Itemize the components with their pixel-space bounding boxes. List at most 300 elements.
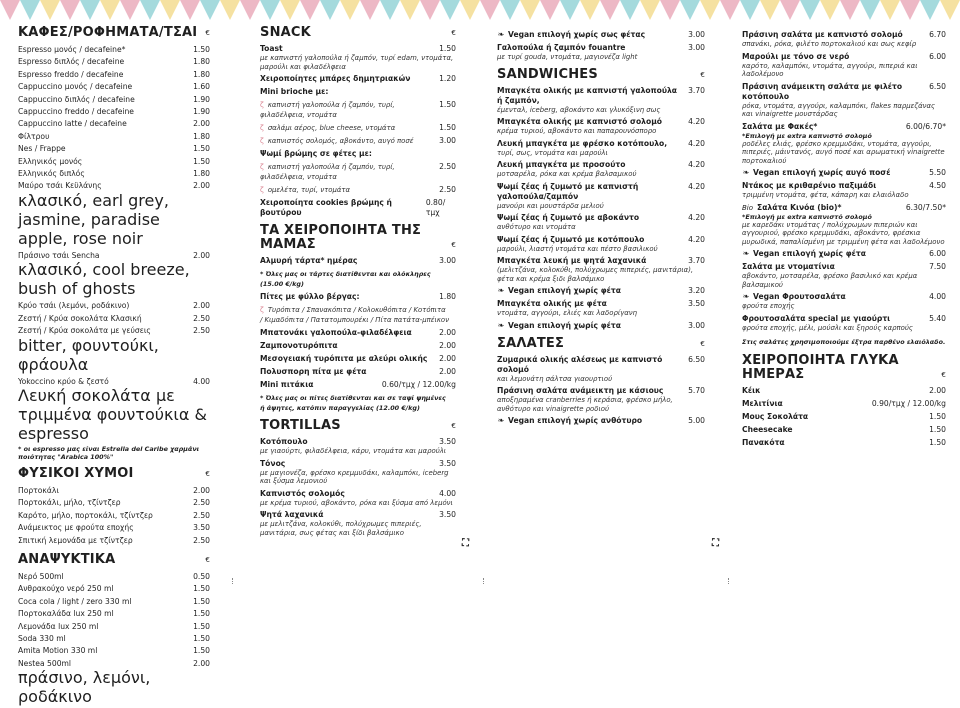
menu-item-price: 4.20: [688, 213, 705, 222]
menu-item-row: [497, 386, 705, 396]
border-triangle: [580, 0, 600, 20]
border-triangle: [540, 0, 560, 20]
menu-item-left: [260, 269, 450, 289]
menu-item-name: Πράσινο τσάι Sencha: [18, 250, 100, 260]
bullet-icon: ζ: [260, 124, 264, 132]
menu-item-description: Τυρόπιτα / Σπανακόπιτα / Κολοκυθόπιτα / Κοτόπιτα / Κιμαδόπιτα / Πατατομπουρέκι / Πίτα πατάτα-μπέικον: [260, 306, 449, 324]
menu-item-description: και λεμονάτη σάλτσα γιαουρτιού: [497, 374, 613, 383]
leaf-icon: ❧: [742, 292, 750, 301]
menu-item-row: [742, 168, 946, 178]
menu-item: [18, 156, 210, 168]
menu-item-name: Πράσινη σαλάτα ανάμεικτη με κάσιους: [497, 386, 664, 395]
menu-item-left: [497, 321, 621, 331]
leaf-icon: ❧: [497, 30, 505, 39]
menu-item-price: 1.50: [193, 584, 210, 594]
menu-item-row: [742, 386, 946, 396]
menu-item-row: [18, 131, 210, 143]
menu-item: [260, 185, 456, 195]
menu-item-description: ομελέτα, τυρί, ντομάτα: [267, 186, 351, 194]
menu-item-row: [497, 355, 705, 375]
border-triangle: [120, 0, 140, 20]
border-triangle: [420, 0, 440, 20]
menu-item-price: 3.50: [439, 458, 456, 468]
menu-item-description: κλασικό, earl grey, jasmine, paradise apple, rose noir: [18, 190, 169, 248]
menu-item-row: [18, 485, 210, 497]
border-triangle: [0, 0, 20, 20]
olive-oil-note: Στις σαλάτες χρησιμοποιούμε έξτρα παρθένο ελαιόλαδο.: [742, 338, 946, 346]
menu-item-name: Ψωμί ζέας ή ζυμωτό με κοτόπουλο: [497, 234, 645, 244]
bio-label: Bio: [742, 203, 754, 212]
menu-item: [260, 136, 456, 146]
menu-item-left: [497, 182, 682, 202]
menu-item-name: Vegan επιλογή χωρίς αυγό ποσέ: [753, 168, 891, 177]
menu-item-price: 6.50: [688, 354, 705, 364]
border-triangle: [860, 0, 880, 20]
euro-sign: €: [941, 371, 946, 379]
menu-item-price: 6.30/7.50*: [905, 202, 946, 212]
menu-item-left: [260, 437, 308, 447]
menu-item-row: [742, 122, 946, 132]
menu-item: [18, 180, 210, 247]
menu-item-price: 2.50: [193, 510, 210, 520]
menu-item-row: [497, 256, 705, 266]
menu-item-name: Cappuccino μονός / decafeine: [18, 82, 133, 92]
menu-item-row: [260, 87, 456, 97]
menu-item-row: [742, 412, 946, 422]
menu-item-name: Μπαγκέτα ολικής με καπνιστή γαλοπούλα ή ζαμπόν,: [497, 85, 678, 105]
border-triangle: [640, 0, 660, 20]
menu-item-row: [497, 139, 705, 149]
menu-item-price: [450, 149, 456, 159]
menu-item-left: [497, 30, 645, 40]
menu-item-price: [450, 87, 456, 97]
menu-item-name: Ελληνικός μονός: [18, 156, 83, 166]
menu-note: *Επιλογή με extra καπνιστό σολομό: [742, 131, 872, 140]
menu-item-price: 4.20: [688, 160, 705, 169]
menu-item: [497, 299, 705, 318]
border-triangle: [260, 0, 280, 20]
menu-item-name: Cappuccino latte / decafeine: [18, 119, 127, 129]
menu-item-price: 4.20: [688, 181, 705, 191]
border-triangle: [100, 0, 120, 20]
menu-item-left: [497, 43, 625, 53]
border-triangle: [920, 0, 940, 20]
menu-item-name: Cheesecake: [742, 425, 793, 434]
menu-item-price: 1.80: [193, 131, 210, 141]
menu-item-name: Mini πιτάκια: [260, 380, 314, 389]
menu-item-name: Coca cola / light / zero 330 ml: [18, 596, 132, 606]
menu-item-left: [742, 30, 903, 40]
menu-item-price: 1.50: [929, 438, 946, 447]
menu-item-price: 0.60/τμχ / 12.00/kg: [381, 380, 456, 389]
menu-item: [497, 416, 705, 426]
menu-item-row: [497, 43, 705, 53]
decorative-triangle-border: [0, 0, 960, 22]
menu-item-row: [18, 56, 210, 68]
menu-item: [260, 459, 456, 486]
menu-item: [260, 269, 456, 289]
menu-item-price: 2.00: [439, 354, 456, 363]
menu-item-row: [260, 269, 456, 289]
menu-item: [18, 106, 210, 118]
menu-item: [18, 583, 210, 595]
menu-item-row: [18, 313, 210, 325]
menu-item-row: [260, 380, 456, 390]
menu-item-row: [18, 69, 210, 81]
menu-item-left: [260, 367, 367, 377]
border-triangle: [760, 0, 780, 20]
border-triangle: [200, 0, 220, 20]
menu-item-name: Espresso μονός / decafeine*: [18, 45, 126, 54]
menu-item-name: Πράσινη ανάμεικτη σαλάτα με φιλέτο κοτόπουλο: [742, 81, 903, 101]
menu-item-row: [18, 583, 210, 595]
menu-item-name: Mini brioche με:: [260, 87, 329, 96]
menu-item: [742, 292, 946, 311]
menu-item-price: 3.50: [193, 523, 210, 533]
section-title: ΤΑ ΧΕΙΡΟΠΟΙΗΤΑ ΤΗΣ ΜΑΜΑΣ: [260, 223, 422, 252]
bullet-icon: ζ: [260, 306, 264, 314]
menu-item-price: 0.50: [193, 571, 210, 581]
menu-item-description: κλασικό, cool breeze, bush of ghosts: [18, 260, 190, 299]
border-triangle: [840, 0, 860, 20]
menu-item-price: 4.50: [929, 181, 946, 190]
menu-item-price: 1.80: [193, 57, 210, 67]
menu-item: [18, 510, 210, 522]
menu-item: [260, 328, 456, 338]
section-heading: [742, 354, 946, 382]
menu-item: [742, 203, 946, 247]
expand-icon[interactable]: ⛶: [462, 538, 469, 549]
expand-icon[interactable]: ⛶: [712, 538, 719, 549]
section-title: ΚΑΦΕΣ/ΡΟΦΗΜΑΤΑ/ΤΣΑΙ: [18, 25, 198, 40]
menu-item: [742, 168, 946, 178]
menu-item-description: (μελιτζάνα, κολοκύθι, πολύχρωμες πιπεριές, μανιτάρια), φέτα και κρέμα ξιδι βαλσάμικο: [497, 266, 694, 283]
menu-item-name: Μαύρο τσάι Κεϋλάνης: [18, 181, 102, 191]
menu-item-name: Πανακότα: [742, 438, 785, 447]
menu-item-price: 1.80: [193, 169, 210, 179]
menu-item-left: [260, 380, 313, 390]
menu-item-price: 2.50: [439, 162, 456, 171]
menu-item: [497, 386, 705, 413]
menu-item: [260, 380, 456, 390]
leaf-icon: ❧: [742, 168, 750, 177]
menu-item-description: bitter, φουντούκι, φράουλα: [18, 335, 159, 374]
menu-item-row: [497, 160, 705, 170]
menu-item: [742, 386, 946, 396]
border-triangle: [680, 0, 700, 20]
menu-item-row: [18, 168, 210, 180]
menu-item-left: [260, 162, 433, 182]
menu-item-left: [742, 399, 783, 409]
menu-item-name: Ανθρακούχο νερό 250 ml: [18, 584, 114, 594]
menu-item-name: Soda 330 ml: [18, 633, 66, 643]
menu-item-left: [497, 160, 625, 170]
menu-item-left: [742, 181, 876, 191]
menu-item-name: Ζεστή / Κρύα σοκολάτα Κλασική: [18, 313, 142, 323]
menu-item-left: [260, 510, 323, 520]
menu-item-name: Λευκή μπαγκέτα με προσούτο: [497, 160, 626, 169]
menu-item: [497, 160, 705, 179]
menu-item-row: [18, 143, 210, 155]
menu-item-row: [18, 44, 210, 56]
menu-item-name: Ψωμί ζέας ή ζυμωτό με αβοκάντο: [497, 213, 640, 222]
menu-item-left: [742, 292, 846, 302]
leaf-icon: ❧: [497, 320, 505, 330]
menu-item: [18, 325, 210, 373]
menu-item-left: [742, 386, 760, 396]
menu-item-description: έμενταλ, iceberg, αβοκάντο και γλυκόξινη σως: [497, 105, 661, 114]
menu-item-left: [497, 256, 646, 266]
menu-item: [260, 74, 456, 84]
menu-item-price: 1.80: [439, 292, 456, 301]
border-triangle: [220, 0, 240, 20]
menu-item-name: Μπαγκέτα ολικής με φέτα: [497, 299, 607, 308]
menu-item-row: [18, 633, 210, 645]
border-triangle: [60, 0, 80, 20]
menu-item: [260, 354, 456, 364]
bullet-icon: ζ: [260, 101, 264, 109]
menu-item-description: με μελιτζάνα, κολοκύθι, πολύχρωμες πιπεριές, μανιτάρια, σως φέτας και ξίδι βαλσάμικο: [260, 520, 422, 537]
menu-item-row: [497, 286, 705, 296]
menu-item-row: [18, 510, 210, 522]
menu-item-name: Ψητά λαχανικά: [260, 510, 324, 519]
menu-item: [18, 131, 210, 143]
menu-item-row: [260, 489, 456, 499]
menu-item-left: [497, 213, 639, 223]
menu-item-row: [18, 621, 210, 633]
border-triangle: [360, 0, 380, 20]
menu-item: [18, 118, 210, 130]
menu-item-row: [497, 30, 705, 40]
page-divider: [728, 578, 729, 584]
section-note: * οι espresso μας είναι Estrella del Caribe χαρμάνι ποιότητας "Arabica 100%": [18, 444, 200, 461]
bullet-icon: ζ: [260, 186, 264, 194]
menu-item-name: Νερό 500ml: [18, 571, 64, 581]
menu-item-name: Μπαγκέτα ολικής με καπνιστό σολομό: [497, 117, 662, 126]
menu-item-price: 1.60: [193, 82, 210, 92]
menu-item-row: [18, 608, 210, 620]
menu-item: [497, 355, 705, 384]
menu-item: [742, 122, 946, 166]
section-title: ΧΕΙΡΟΠΟΙΗΤΑ ΓΛΥΚΑ ΗΜΕΡΑΣ: [742, 353, 899, 382]
menu-item: [742, 412, 946, 422]
menu-item-row: [18, 522, 210, 534]
menu-item-name: Vegan επιλογή χωρίς φέτα: [508, 320, 621, 330]
menu-item-price: 6.00: [929, 249, 946, 258]
menu-item-row: [260, 510, 456, 520]
menu-item-name: Πορτοκάλι: [18, 485, 59, 495]
menu-item-price: 3.70: [688, 85, 705, 95]
menu-item-row: [742, 425, 946, 435]
menu-item: [260, 437, 456, 456]
menu-item-name: Vegan επιλογή χωρίς ανθότυρο: [508, 416, 643, 425]
menu-item-name: Μπαγκέτα λευκή με ψητά λαχανικά: [497, 256, 647, 265]
menu-item-description: φρούτα εποχής: [742, 302, 795, 310]
menu-item-price: 2.50: [439, 185, 456, 194]
menu-item-description: μοτσαρέλα, ρόκα και κρέμα βαλσαμικού: [497, 170, 637, 178]
menu-item-description: με κρέμα τυριού, αβοκάντο, ρόκα και ξύσμα από λεμόνι: [260, 498, 453, 507]
menu-item: [497, 43, 705, 62]
border-triangle: [700, 0, 720, 20]
menu-item-description: τριμμένη ντομάτα, φέτα, κάπαρη και ελαιόλαδο: [742, 191, 909, 199]
menu-item-name: Σαλάτα με Φακές*: [742, 121, 818, 131]
menu-item-row: [742, 181, 946, 191]
menu-item-name: Μεσογειακή τυρόπιτα με αλεύρι ολικής: [260, 354, 428, 363]
menu-item-row: [260, 459, 456, 469]
menu-item-name: Κέικ: [742, 386, 761, 395]
menu-item: [742, 262, 946, 289]
menu-item-left: [260, 44, 283, 54]
menu-item-name: Χειροποίητες μπάρες δημητριακών: [260, 74, 411, 83]
menu-item-row: [18, 535, 210, 547]
menu-item-price: 4.20: [688, 138, 705, 148]
menu-item-price: 1.50: [193, 621, 210, 631]
menu-item: [260, 44, 456, 71]
menu-item-left: [260, 74, 410, 84]
menu-item-price: 1.50: [193, 45, 210, 54]
menu-item-row: [742, 249, 946, 259]
menu-item-left: [260, 185, 350, 195]
section-heading: [18, 553, 210, 567]
leaf-icon: ❧: [497, 416, 505, 425]
menu-item-price: [450, 393, 456, 413]
border-triangle: [380, 0, 400, 20]
menu-item-price: 3.00: [439, 136, 456, 145]
menu-item-left: [260, 136, 413, 146]
menu-item-price: 2.50: [193, 535, 210, 545]
menu-item-price: 3.50: [688, 299, 705, 308]
menu-item-price: 3.00: [688, 320, 705, 330]
menu-item-name: Espresso διπλός / decafeine: [18, 57, 125, 67]
menu-item-price: 6.00: [929, 51, 946, 61]
menu-item-row: [742, 399, 946, 409]
menu-item: [497, 256, 705, 283]
menu-item: [497, 286, 705, 296]
menu-item-price: 0.80/τμχ: [425, 198, 446, 217]
menu-item-price: 1.50: [193, 646, 210, 656]
menu-item-row: [497, 321, 705, 331]
menu-item-left: [260, 341, 338, 351]
menu-item-description: μανούρι και μουστάρδα μελιού: [497, 201, 604, 210]
menu-item-price: 0.90/τμχ / 12.00/kg: [871, 399, 946, 408]
menu-item-price: 2.00: [193, 250, 210, 260]
menu-item-description: με τυρί gouda, ντομάτα, μαγιονέζα light: [497, 53, 638, 61]
menu-item-row: [497, 235, 705, 245]
menu-item-description: καπνιστός σολομός, αβοκάντο, αυγό ποσέ: [267, 137, 414, 145]
section-title: TORTILLAS: [260, 418, 341, 433]
menu-item-left: [497, 286, 621, 296]
menu-item-left: [742, 314, 890, 324]
menu-item-row: [18, 645, 210, 657]
menu-note: * Όλες μας οι τάρτες διατίθενται και ολόκληρες (15.00 €/kg): [260, 270, 431, 288]
menu-item-name: Πορτοκαλάδα lux 250 ml: [18, 609, 114, 619]
menu-item-row: [742, 438, 946, 448]
menu-item: [742, 52, 946, 79]
border-triangle: [140, 0, 160, 20]
menu-item: [742, 425, 946, 435]
menu-item-row: [742, 314, 946, 324]
menu-item-price: 2.50: [193, 326, 210, 336]
menu-item-name: Ανάμεικτος με φρούτα εποχής: [18, 523, 134, 533]
border-triangle: [660, 0, 680, 20]
menu-item-row: [18, 94, 210, 106]
border-triangle: [740, 0, 760, 20]
border-triangle: [940, 0, 960, 20]
menu-item: [260, 162, 456, 182]
menu-item-price: 1.50: [193, 633, 210, 643]
menu-item-price: 4.00: [929, 292, 946, 301]
menu-item-price: 2.00: [193, 485, 210, 495]
menu-item-row: [18, 81, 210, 93]
menu-item-name: Κρύο τσάι (λεμόνι, ροδάκινο): [18, 301, 130, 311]
border-triangle: [320, 0, 340, 20]
section-title: SANDWICHES: [497, 66, 598, 82]
menu-item: [742, 438, 946, 448]
menu-item: [260, 123, 456, 133]
menu-item-name: Λευκή μπαγκέτα με φρέσκο κοτόπουλο,: [497, 138, 668, 148]
menu-item-price: 5.50: [929, 168, 946, 177]
menu-item-price: 1.50: [439, 100, 456, 109]
menu-item-name: Cappuccino διπλός / decafeine: [18, 94, 135, 104]
menu-item-price: 1.50: [193, 144, 210, 154]
menu-item-price: 3.70: [688, 256, 705, 265]
menu-item-row: [260, 393, 456, 413]
menu-item: [742, 181, 946, 200]
menu-item-description: αβοκάντο, μοτσαρέλα, φρέσκο βασιλικό και κρέμα βαλσαμικού: [742, 272, 918, 289]
menu-item-left: [742, 249, 866, 259]
menu-item-left: [260, 393, 450, 413]
menu-item: [497, 213, 705, 232]
menu-item-name: Σαλάτα με ντοματίνια: [742, 262, 835, 271]
menu-item-name: Λεμονάδα lux 250 ml: [18, 621, 99, 631]
menu-item-name: Πίτες με φύλλο βέργας:: [260, 292, 360, 301]
menu-item-row: [260, 123, 456, 133]
menu-item-price: 1.90: [193, 107, 210, 117]
menu-item: [497, 182, 705, 211]
menu-item-row: [260, 44, 456, 54]
menu-item-price: 7.50: [929, 262, 946, 271]
menu-item: [260, 256, 456, 266]
menu-item-price: 1.50: [193, 156, 210, 166]
menu-item-description: με γιαούρτι, φιλαδέλφεια, κάρυ, ντομάτα και μαρούλι: [260, 447, 447, 455]
menu-item-name: Ζαμπονοτυρόπιτα: [260, 341, 338, 350]
euro-sign: €: [205, 29, 210, 37]
menu-item-name: Αλμυρή τάρτα* ημέρας: [260, 256, 358, 265]
menu-item-name: Ψωμί ζέας ή ζυμωτό με καπνιστή γαλοπούλα/ζαμπόν: [497, 181, 639, 201]
menu-item-name: Γαλοπούλα ή ζαμπόν fouantre: [497, 43, 626, 52]
menu-item-left: [260, 328, 412, 338]
menu-item-row: [260, 305, 456, 325]
menu-item-row: [260, 100, 456, 120]
menu-item-row: [497, 86, 705, 106]
menu-item-name: Vegan Φρουτοσαλάτα: [753, 292, 846, 301]
menu-item-description: Λευκή σοκολάτα με τριμμένα φουντούκια & espresso: [18, 385, 207, 443]
menu-item: [742, 399, 946, 409]
menu-item-description: τυρί, σως, ντομάτα και μαρούλι: [497, 148, 608, 157]
section-heading: [260, 224, 456, 252]
menu-item-description: φρούτα εποχής, μέλι, μούσλι και ξηρούς καρπούς: [742, 323, 913, 332]
menu-item-name: Φρουτοσαλάτα special με γιαούρτι: [742, 313, 891, 323]
border-triangle: [20, 0, 40, 20]
menu-item-row: [260, 367, 456, 377]
page-divider: [232, 578, 233, 584]
euro-sign: €: [700, 339, 705, 348]
menu-item-row: [742, 82, 946, 102]
menu-item-row: [742, 262, 946, 272]
menu-item: [260, 198, 456, 218]
menu-item-price: 4.20: [688, 117, 705, 126]
menu-item: [18, 300, 210, 312]
